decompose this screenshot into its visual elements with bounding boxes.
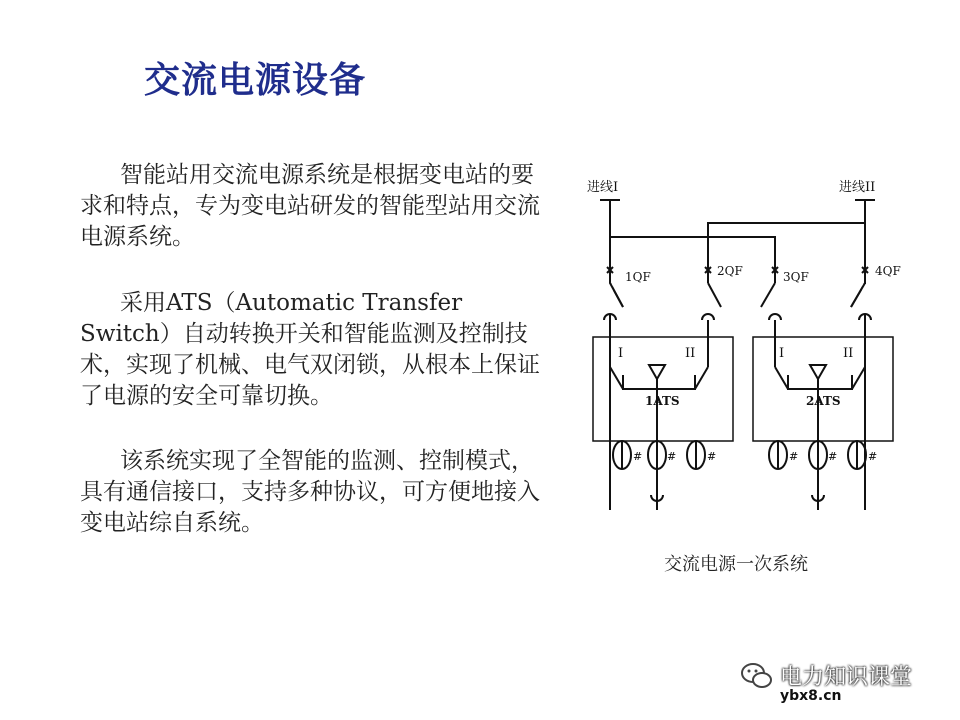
svg-text:#: #: [633, 450, 643, 463]
ats1-input-2-label: II: [685, 346, 696, 361]
breaker-4qf-label: 4QF: [875, 264, 901, 278]
svg-text:#: #: [828, 450, 838, 463]
watermark: [740, 660, 912, 691]
svg-text:#: #: [707, 450, 717, 463]
incoming-line-2-label: 进线II: [839, 180, 876, 195]
ats2-input-1-label: I: [779, 346, 785, 361]
incoming-line-1-label: 进线I: [587, 180, 619, 195]
breaker-1qf-label: 1QF: [625, 270, 651, 284]
ats1-label: 1ATS: [645, 394, 680, 408]
watermark-url: ybx8.cn: [780, 688, 842, 704]
ats2-label: 2ATS: [806, 394, 841, 408]
breaker-2qf-label: 2QF: [717, 264, 743, 278]
ats1-input-1-label: I: [618, 346, 624, 361]
svg-text:#: #: [667, 450, 677, 463]
paragraph-3: 该系统实现了全智能的监测、控制模式，具有通信接口，支持多种协议，可方便地接入变电站综自系统。: [80, 448, 540, 536]
svg-text:#: #: [868, 450, 878, 463]
breaker-3qf-label: 3QF: [783, 270, 809, 284]
wechat-icon: [740, 661, 774, 691]
watermark-brand: 电力知识课堂: [780, 665, 913, 690]
svg-text:#: #: [789, 450, 799, 463]
diagram-caption: 交流电源一次系统: [664, 554, 808, 575]
paragraph-2: 采用ATS（Automatic Transfer Switch）自动转换开关和智能监测及控制技术，实现了机械、电气双闭锁，从根本上保证了电源的安全可靠切换。: [80, 290, 540, 409]
slide-title: 交流电源设备: [144, 60, 367, 101]
ats2-input-2-label: II: [843, 346, 854, 361]
paragraph-1: 智能站用交流电源系统是根据变电站的要求和特点，专为变电站研发的智能型站用交流电源系统。: [80, 162, 540, 250]
ac-power-single-line-diagram: [585, 165, 905, 535]
